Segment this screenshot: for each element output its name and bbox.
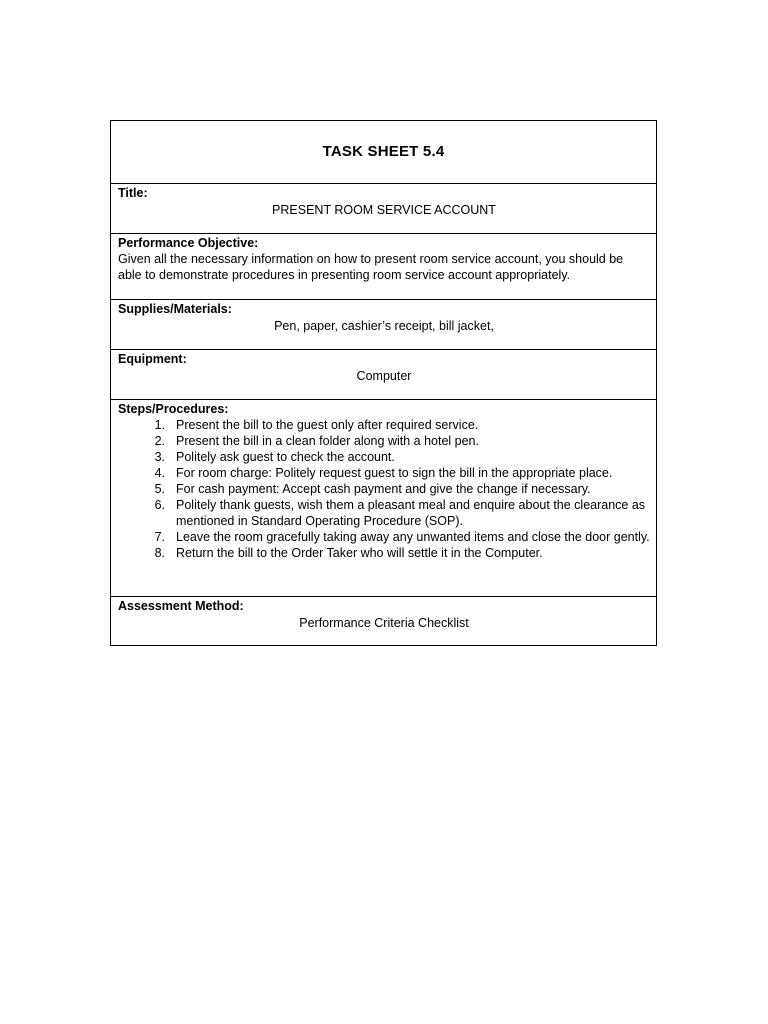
- steps-label: Steps/Procedures:: [118, 402, 229, 416]
- assessment-value: Performance Criteria Checklist: [299, 616, 469, 630]
- step-number: 2.: [154, 434, 165, 448]
- assessment-label: Assessment Method:: [118, 599, 244, 613]
- step-number: 4.: [154, 466, 165, 480]
- step-number: 8.: [154, 546, 165, 560]
- supplies-label: Supplies/Materials:: [118, 302, 232, 316]
- step-item: [118, 497, 650, 529]
- objective-text: Given all the necessary information on how to present room service account, you should be able to demonstrate procedures in presenting room service account appropriately.: [118, 252, 624, 282]
- step-item: [118, 449, 650, 465]
- step-number: 1.: [154, 418, 165, 432]
- step-text: Present the bill in a clean folder along with a hotel pen.: [176, 434, 479, 448]
- step-number: 6.: [154, 498, 165, 512]
- step-number: 5.: [154, 482, 165, 496]
- objective-row: [111, 233, 656, 299]
- step-item: [118, 433, 650, 449]
- steps-list: [118, 417, 650, 561]
- step-number: 7.: [154, 530, 165, 544]
- step-item: [118, 545, 650, 561]
- step-text: Leave the room gracefully taking away any unwanted items and close the door gently.: [176, 530, 650, 544]
- equipment-value: Computer: [356, 369, 412, 383]
- title-row: [111, 183, 656, 233]
- title-label: Title:: [118, 186, 148, 200]
- step-item: [118, 529, 650, 545]
- steps-row: [111, 399, 656, 596]
- sheet-title: TASK SHEET 5.4: [322, 143, 445, 160]
- step-text: For room charge: Politely request guest to sign the bill in the appropriate place.: [176, 466, 613, 480]
- assessment-row: [111, 596, 656, 645]
- step-text: Politely thank guests, wish them a pleasant meal and enquire about the clearance as mentioned in Standard Operating Procedure (SOP).: [176, 498, 646, 528]
- task-sheet-table: [110, 120, 657, 646]
- step-text: Return the bill to the Order Taker who will settle it in the Computer.: [176, 546, 543, 560]
- step-number: 3.: [154, 450, 165, 464]
- equipment-label: Equipment:: [118, 352, 187, 366]
- step-item: [118, 417, 650, 433]
- title-value: PRESENT ROOM SERVICE ACCOUNT: [272, 203, 496, 217]
- sheet-header-row: [111, 121, 656, 183]
- step-item: [118, 465, 650, 481]
- step-item: [118, 481, 650, 497]
- step-text: For cash payment: Accept cash payment and give the change if necessary.: [176, 482, 591, 496]
- supplies-row: [111, 299, 656, 349]
- step-text: Present the bill to the guest only after required service.: [176, 418, 479, 432]
- equipment-row: [111, 349, 656, 399]
- objective-label: Performance Objective:: [118, 236, 259, 250]
- supplies-value: Pen, paper, cashier’s receipt, bill jacket,: [274, 319, 494, 333]
- step-text: Politely ask guest to check the account.: [176, 450, 395, 464]
